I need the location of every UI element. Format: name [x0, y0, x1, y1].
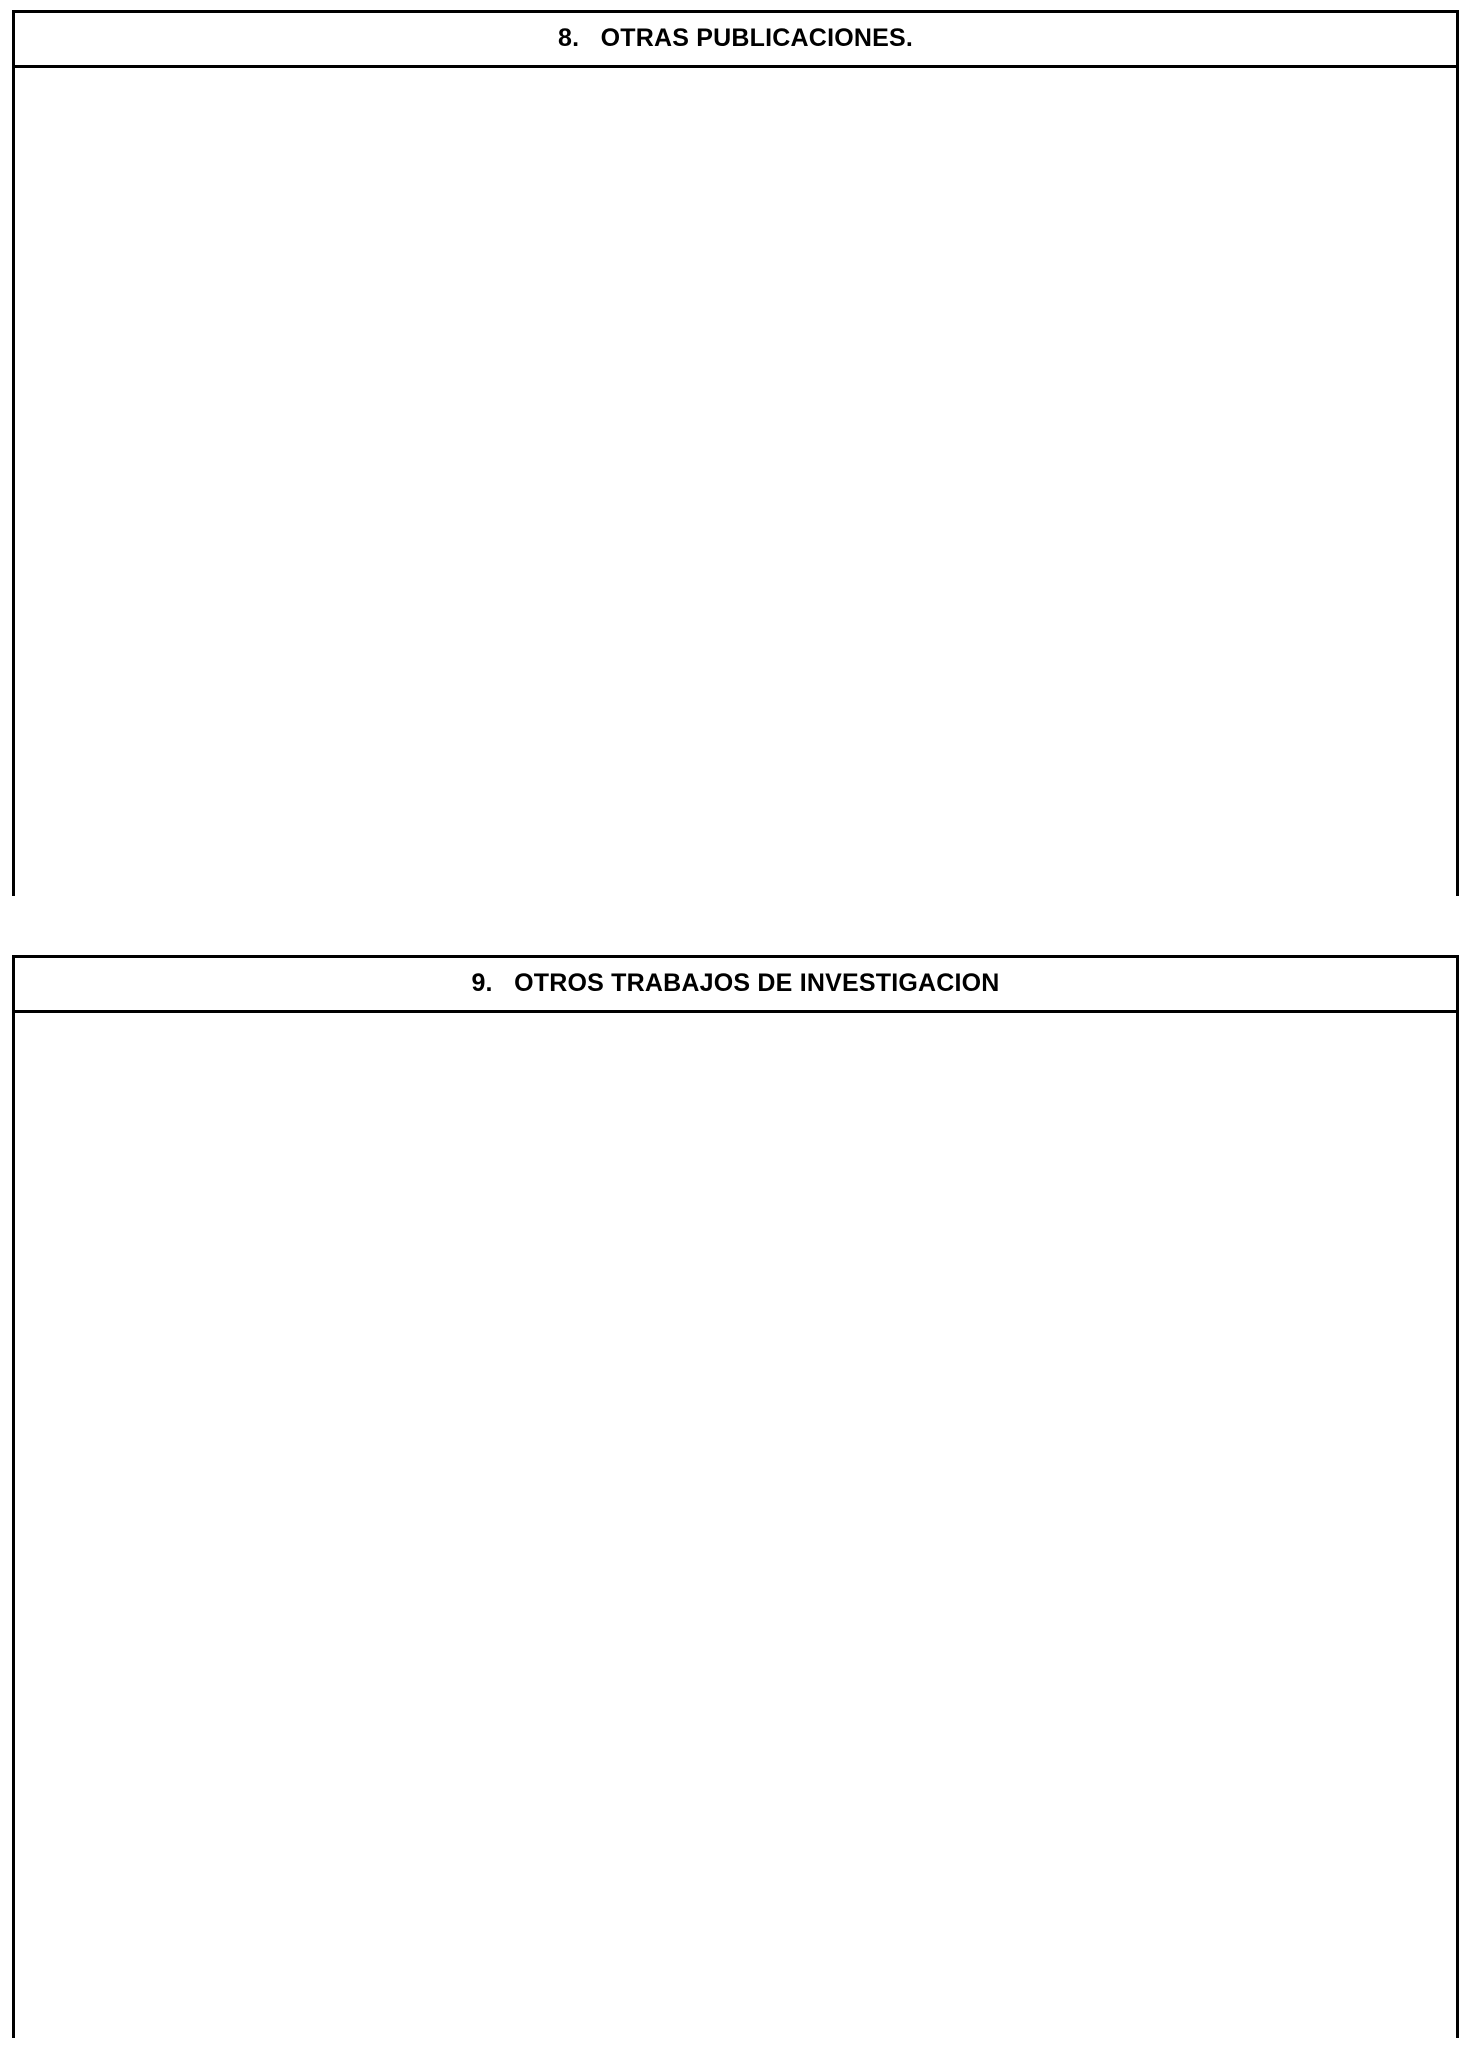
section-title-otras-publicaciones: 8. OTRAS PUBLICACIONES.: [557, 24, 914, 53]
section-title-otros-trabajos-investigacion: 9. OTROS TRABAJOS DE INVESTIGACION: [471, 969, 1000, 998]
section-header-otros-trabajos-investigacion: [15, 958, 1456, 1013]
section-otros-trabajos-investigacion: [12, 955, 1459, 2038]
section-body-text-otras-publicaciones[interactable]: [15, 68, 1456, 896]
section-header-otras-publicaciones: [15, 13, 1456, 68]
section-body-text-otros-trabajos-investigacion[interactable]: [15, 1013, 1456, 2038]
section-otras-publicaciones: [12, 10, 1459, 896]
section-body-otras-publicaciones[interactable]: [15, 68, 1456, 896]
section-body-otros-trabajos-investigacion[interactable]: [15, 1013, 1456, 2038]
